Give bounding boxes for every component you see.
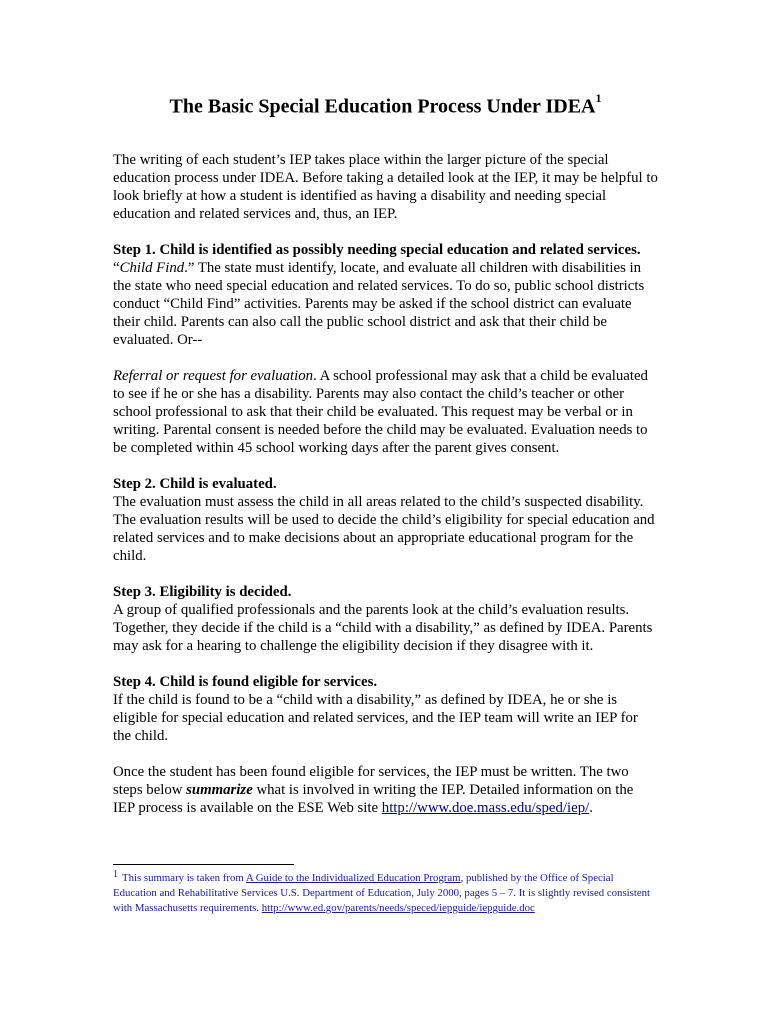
step1-section [113, 241, 658, 349]
title-footnote-mark[interactable]: 1 [595, 91, 602, 105]
step4-text: If the child is found to be a “child with a disability,” as defined by IDEA, he or she is eligible for special education and related services, and the IEP team will write an IEP for the child. [113, 692, 638, 744]
intro-paragraph: The writing of each student’s IEP takes place within the larger picture of the special education process under IDEA. Before taking a detailed look at the IEP, it may be helpful to look briefly at how a student is identified as having a disability and needing special education and related services and, thus, an IEP. [113, 152, 658, 222]
title-text: The Basic Special Education Process Under IDEA [169, 95, 596, 118]
footnote-text-after: , published by the Office of Special Education and Rehabilitative Services U.S. Department of Education, July 2000, pages 5 – 7. It is slightly revised consistent with Massachusetts requirements. [113, 872, 651, 914]
closing-text-after: what is involved in writing the IEP. Detailed information on the IEP process is available on the ESE Web site [113, 782, 634, 816]
step4-section [113, 673, 658, 745]
footnote-url-link[interactable]: http://www.ed.gov/parents/needs/speced/iepguide/iepguide.doc [261, 902, 535, 914]
footnote-mark: 1 [113, 869, 118, 880]
referral-paragraph [113, 367, 658, 457]
referral-italic: Referral or request for evaluation [113, 368, 314, 384]
closing-end: . [589, 800, 593, 816]
step4-heading: Step 4. Child is found eligible for services. [113, 674, 378, 690]
step2-section [113, 475, 658, 565]
footnote-source-link[interactable]: A Guide to the Individualized Education Program [245, 872, 461, 884]
step3-text: A group of qualified professionals and the parents look at the child’s evaluation results. Together, they decide if the child is a “child with a disability,” as defined by IDEA. Parents may ask for a hearing to challenge the eligibility decision if they disagree with it. [113, 602, 653, 654]
closing-emphasis: summarize [186, 782, 253, 798]
step1-heading: Step 1. Child is identified as possibly needing special education and related services. [113, 242, 641, 258]
referral-text: . A school professional may ask that a child be evaluated to see if he or she has a disability. Parents may also contact the child’s teacher or other school professional to ask that their child be evaluated. This request may be verbal or in writing. Parental consent is needed before the child may be evaluated. Evaluation needs to be completed within 45 school working days after the parent gives consent. [113, 368, 648, 456]
step1-quote-open: “ [113, 260, 120, 276]
step1-italic-term: Child Find [119, 260, 185, 276]
step1-text: .” The state must identify, locate, and evaluate all children with disabilities in the state who need special education and related services. To do so, public school districts conduct “Child Find” activities. Parents may be asked if the school district can evaluate their child. Parents can also call the public school district and ask that their child be evaluated. Or-- [113, 260, 645, 348]
step3-section [113, 583, 658, 655]
footnote [113, 871, 658, 916]
ese-website-link[interactable]: http://www.doe.mass.edu/sped/iep/ [381, 800, 590, 816]
closing-text-before: Once the student has been found eligible for services, the IEP must be written. The two steps below [113, 764, 629, 798]
step2-text: The evaluation must assess the child in all areas related to the child’s suspected disability. The evaluation results will be used to decide the child’s eligibility for special education and related services and to make decisions about an appropriate educational program for the child. [113, 494, 655, 564]
page-title [113, 88, 658, 120]
closing-paragraph [113, 763, 658, 817]
footnote-divider [113, 864, 294, 865]
step2-heading: Step 2. Child is evaluated. [113, 476, 277, 492]
footnote-text-before: This summary is taken from [122, 872, 246, 884]
step3-heading: Step 3. Eligibility is decided. [113, 584, 292, 600]
body-text [113, 151, 658, 835]
